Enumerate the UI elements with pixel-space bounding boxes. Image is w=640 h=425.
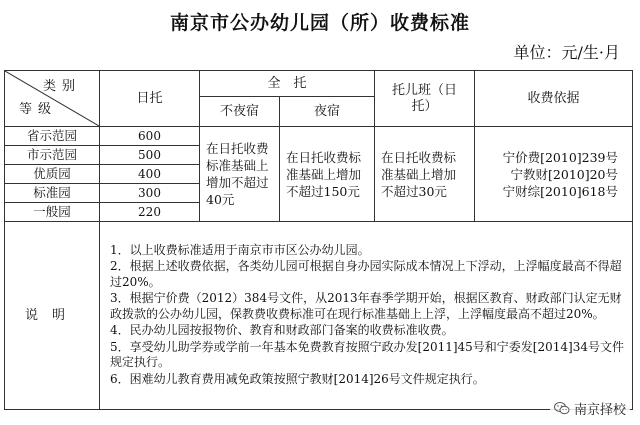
standard-nursery: 在日托收费标准基础上增加不超过30元 bbox=[375, 127, 475, 222]
standard-overnight: 在日托收费标准基础上增加不超过150元 bbox=[280, 127, 375, 222]
header-corner bbox=[5, 71, 100, 127]
fee-cell: 300 bbox=[100, 184, 200, 203]
notes-label: 说明 bbox=[5, 222, 100, 410]
basis-line: 宁财综[2010]618号 bbox=[502, 183, 619, 199]
fee-basis bbox=[475, 127, 633, 222]
basis-line: 宁价费[2010]239号 bbox=[502, 149, 619, 165]
header-overnight: 夜宿 bbox=[280, 97, 375, 127]
note-item: 6．困难幼儿教育费用减免政策按照宁教财[2014]26号文件规定执行。 bbox=[110, 371, 485, 386]
note-item: 2．根据上述收费依据，各类幼儿园可根据自身办园实际成本情况上下浮动，上浮幅度最高不得超过20%。 bbox=[110, 259, 622, 289]
table-row bbox=[5, 127, 633, 146]
notes-cell bbox=[100, 222, 633, 410]
unit-label: 单位：元/生·月 bbox=[513, 43, 620, 62]
basis-line: 宁教财[2010]20号 bbox=[510, 166, 619, 182]
header-nursery: 托儿班（日托） bbox=[375, 71, 475, 127]
fee-cell: 500 bbox=[100, 146, 200, 165]
note-item: 3．根据宁价费（2012）384号文件，从2013年春季学期开始，根据区教育、财政部门认定无财政拨款的公办幼儿园，保教费收费标准可在现行标准基础上上浮，上浮幅度最高不超过20%。 bbox=[110, 291, 622, 321]
note-item: 5．享受幼儿助学券或学前一年基本免费教育按照宁政办发[2011]45号和宁委发[2014]34号文件规定执行。 bbox=[110, 339, 624, 370]
level-cell: 优质园 bbox=[5, 165, 100, 184]
watermark bbox=[550, 398, 630, 419]
fee-cell: 400 bbox=[100, 165, 200, 184]
watermark-text: 南京择校 bbox=[573, 403, 626, 418]
header-level: 等级 bbox=[19, 102, 58, 117]
note-item: 4．民办幼儿园按报物价、教育和财政部门备案的收费标准收费。 bbox=[110, 323, 454, 338]
header-basis: 收费依据 bbox=[475, 71, 633, 127]
fee-cell: 220 bbox=[100, 203, 200, 222]
header-full-care: 全 托 bbox=[200, 71, 375, 97]
level-cell: 标准园 bbox=[5, 184, 100, 203]
level-cell: 省示范园 bbox=[5, 127, 100, 146]
level-cell: 一般园 bbox=[5, 203, 100, 222]
page-title: 南京市公办幼儿园（所）收费标准 bbox=[169, 12, 470, 34]
wechat-icon bbox=[554, 402, 570, 415]
level-cell: 市示范园 bbox=[5, 146, 100, 165]
fee-cell: 600 bbox=[100, 127, 200, 146]
notes-row bbox=[5, 222, 633, 410]
standard-no-overnight: 在日托收费标准基础上增加不超过40元 bbox=[200, 127, 280, 222]
note-item: 1．以上收费标准适用于南京市市区公办幼儿园。 bbox=[110, 242, 370, 257]
header-daycare: 日托 bbox=[100, 71, 200, 127]
fee-table bbox=[4, 70, 633, 410]
header-no-overnight: 不夜宿 bbox=[200, 97, 280, 127]
header-category: 类别 bbox=[42, 79, 81, 94]
